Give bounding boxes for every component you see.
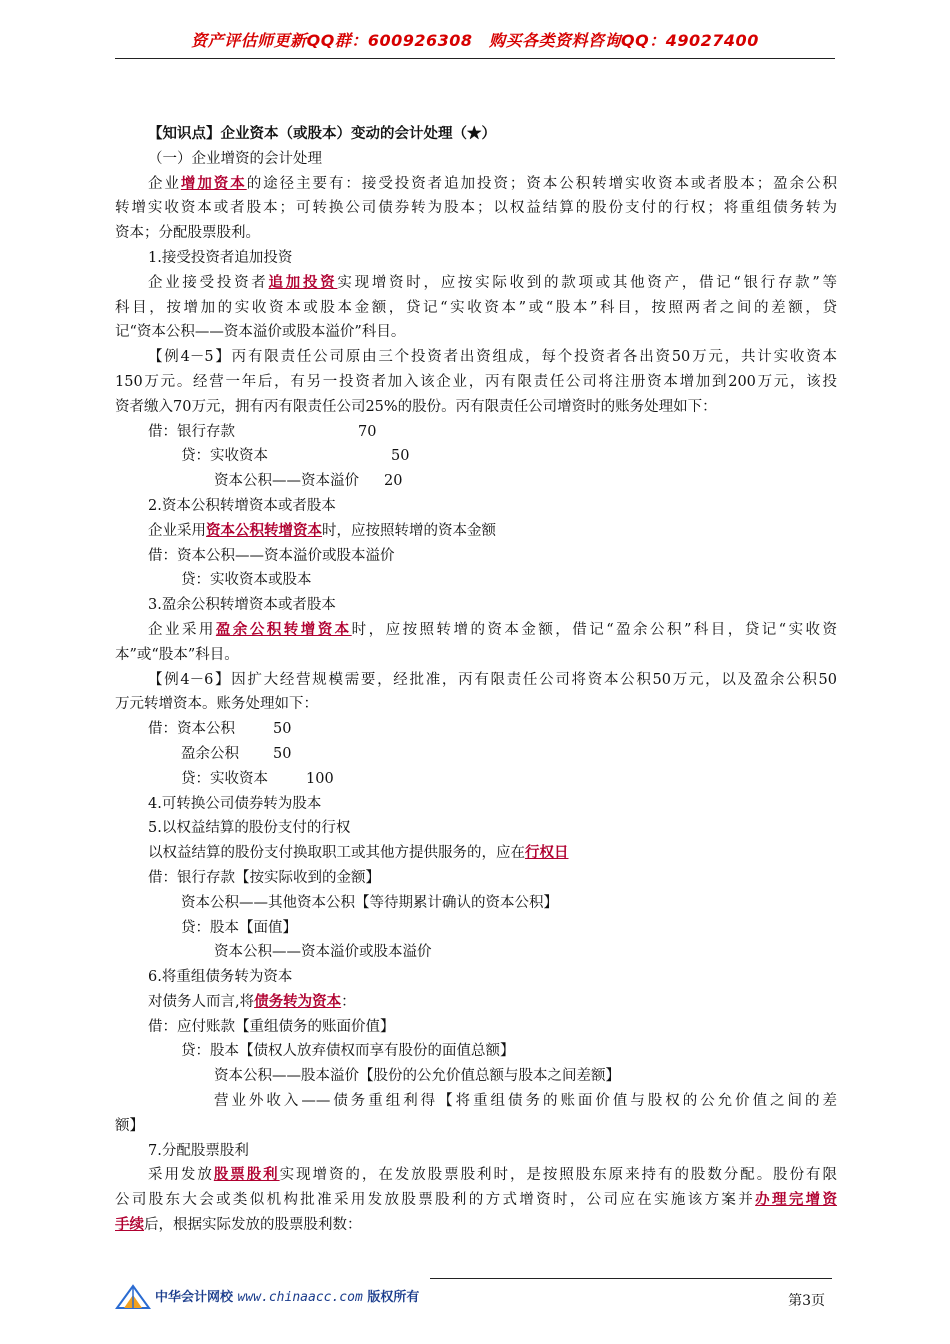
item-6-entry-3: 资本公积——股本溢价【股份的公允价值总额与股本之间差额】 [214,1068,620,1085]
keyword-exercise-date[interactable]: 行权日 [525,844,569,862]
footer-rights: 版权所有 [367,1290,420,1305]
keyword-surplus-reserve-conversion[interactable]: 盈余公积转增资本 [215,620,352,638]
header-divider [115,58,835,59]
keyword-procedures[interactable]: 手续 [115,1216,144,1234]
example-4-5-line-2: 150万元。经营一年后，有另一投资者加入该企业，丙有限责任公司将注册资本增加到200万元，该投 [115,373,837,390]
item-6-heading: 6.将重组债务转为资本 [148,969,293,986]
item-2-entry-debit: 借：资本公积——资本溢价或股本溢价 [148,547,395,564]
footer-brand: 中华会计网校 [155,1290,234,1305]
item-1-line-1: 企业接受投资者追加投资实现增资时，应按实际收到的款项或其他资产，借记“银行存款”等 [148,273,838,291]
item-6-entry-5: 额】 [115,1117,144,1134]
item-2-heading: 2.资本公积转增资本或者股本 [148,497,336,514]
keyword-additional-investment[interactable]: 追加投资 [268,273,338,291]
item-6-entry-2: 贷：股本【债权人放弃债权而享有股份的面值总额】 [181,1043,515,1060]
keyword-increase-capital[interactable]: 增加资本 [180,174,247,192]
subsection-heading: （一）企业增资的会计处理 [148,150,322,167]
entry-debit-bank: 借：银行存款 70 [148,423,377,440]
page-number: 第3页 [788,1293,825,1309]
item-6-line-1: 对债务人而言,将债务转为资本： [148,992,356,1010]
intro-line-2: 转增实收资本或者股本；可转换公司债券转为股本；以权益结算的股份支付的行权；将重组债务转为 [115,200,837,217]
item-2-line-1: 企业采用资本公积转增资本时，应按照转增的资本金额 [148,521,496,539]
entry-debit-capital-reserve: 借：资本公积 50 [148,721,292,738]
example-4-5-line-1: 【例4－5】丙有限责任公司原由三个投资者出资组成，每个投资者各出资50万元，共计实收资本 [148,349,837,366]
entry-credit-premium: 资本公积——资本溢价 20 [214,473,403,490]
item-7-line-3: 手续后，根据实际发放的股票股利数： [115,1216,362,1234]
item-6-entry-1: 借：应付账款【重组债务的账面价值】 [148,1018,395,1035]
item-4-heading: 4.可转换公司债券转为股本 [148,795,322,812]
item-6-entry-4: 营业外收入——债务重组利得【将重组债务的账面价值与股权的公允价值之间的差 [214,1093,837,1110]
item-7-line-1: 采用发放股票股利实现增资的，在发放股票股利时，是按照股东原来持有的股数分配。股份有限 [148,1166,838,1184]
intro-line-1: 企业增加资本的途径主要有：接受投资者追加投资；资本公积转增实收资本或者股本；盈余公积 [148,174,838,192]
keyword-capital-reserve-conversion[interactable]: 资本公积转增资本 [206,521,322,539]
item-3-line-1: 企业采用盈余公积转增资本时，应按照转增的资本金额，借记“盈余公积”科目，贷记“实收资 [148,620,838,638]
item-5-entry-1: 借：银行存款【按实际收到的金额】 [148,869,380,886]
item-7-heading: 7.分配股票股利 [148,1142,249,1159]
example-4-5-line-3: 资者缴入70万元，拥有丙有限责任公司25%的股份。丙有限责任公司增资时的账务处理如下： [115,398,717,415]
example-4-6-line-2: 万元转增资本。账务处理如下： [115,696,318,713]
item-1-heading: 1.接受投资者追加投资 [148,249,293,266]
page-header: 资产评估师更新QQ群：600926308 购买各类资料咨询QQ：49027400 [191,31,759,50]
item-1-line-2: 科目，按增加的实收资本或股本金额，贷记“实收资本”或“股本”科目，按照两者之间的差额，贷 [115,299,837,316]
item-5-entry-2: 资本公积——其他资本公积【等待期累计确认的资本公积】 [181,894,558,911]
chinaacc-logo-icon [115,1282,151,1310]
entry-debit-surplus-reserve: 盈余公积 50 [181,745,292,762]
section-title: 【知识点】企业资本（或股本）变动的会计处理（★） [148,125,496,142]
item-5-entry-3: 贷：股本【面值】 [181,919,297,936]
footer-brand-line [155,1286,419,1305]
intro-line-3: 资本；分配股票股利。 [115,225,260,242]
item-5-entry-4: 资本公积——资本溢价或股本溢价 [214,944,432,961]
keyword-debt-to-capital[interactable]: 债务转为资本 [254,992,342,1010]
example-4-6-line-1: 【例4－6】因扩大经营规模需要，经批准，丙有限责任公司将资本公积50万元，以及盈余公积50 [148,671,837,688]
item-3-line-2: 本”或“股本”科目。 [115,646,239,663]
keyword-stock-dividend[interactable]: 股票股利 [213,1166,280,1184]
item-7-line-2: 公司股东大会或类似机构批准采用发放股票股利的方式增资时，公司应在实施该方案并办理完增资 [115,1191,838,1209]
item-2-entry-credit: 贷：实收资本或股本 [181,572,312,589]
footer-url[interactable]: www.chinaacc.com [237,1290,363,1305]
entry-credit-paid-in-capital: 贷：实收资本 100 [181,770,334,787]
item-3-heading: 3.盈余公积转增资本或者股本 [148,597,336,614]
item-1-line-3: 记“资本公积——资本溢价或股本溢价”科目。 [115,324,406,341]
item-5-line-1: 以权益结算的股份支付换取职工或其他方提供服务的，应在行权日 [148,844,569,862]
item-5-heading: 5.以权益结算的股份支付的行权 [148,820,351,837]
document-body [115,122,837,1238]
page-footer [115,1282,835,1310]
keyword-complete-capital-increase[interactable]: 办理完增资 [755,1191,838,1209]
entry-credit-paid-in: 贷：实收资本 50 [181,448,410,465]
footer-divider [430,1278,832,1279]
